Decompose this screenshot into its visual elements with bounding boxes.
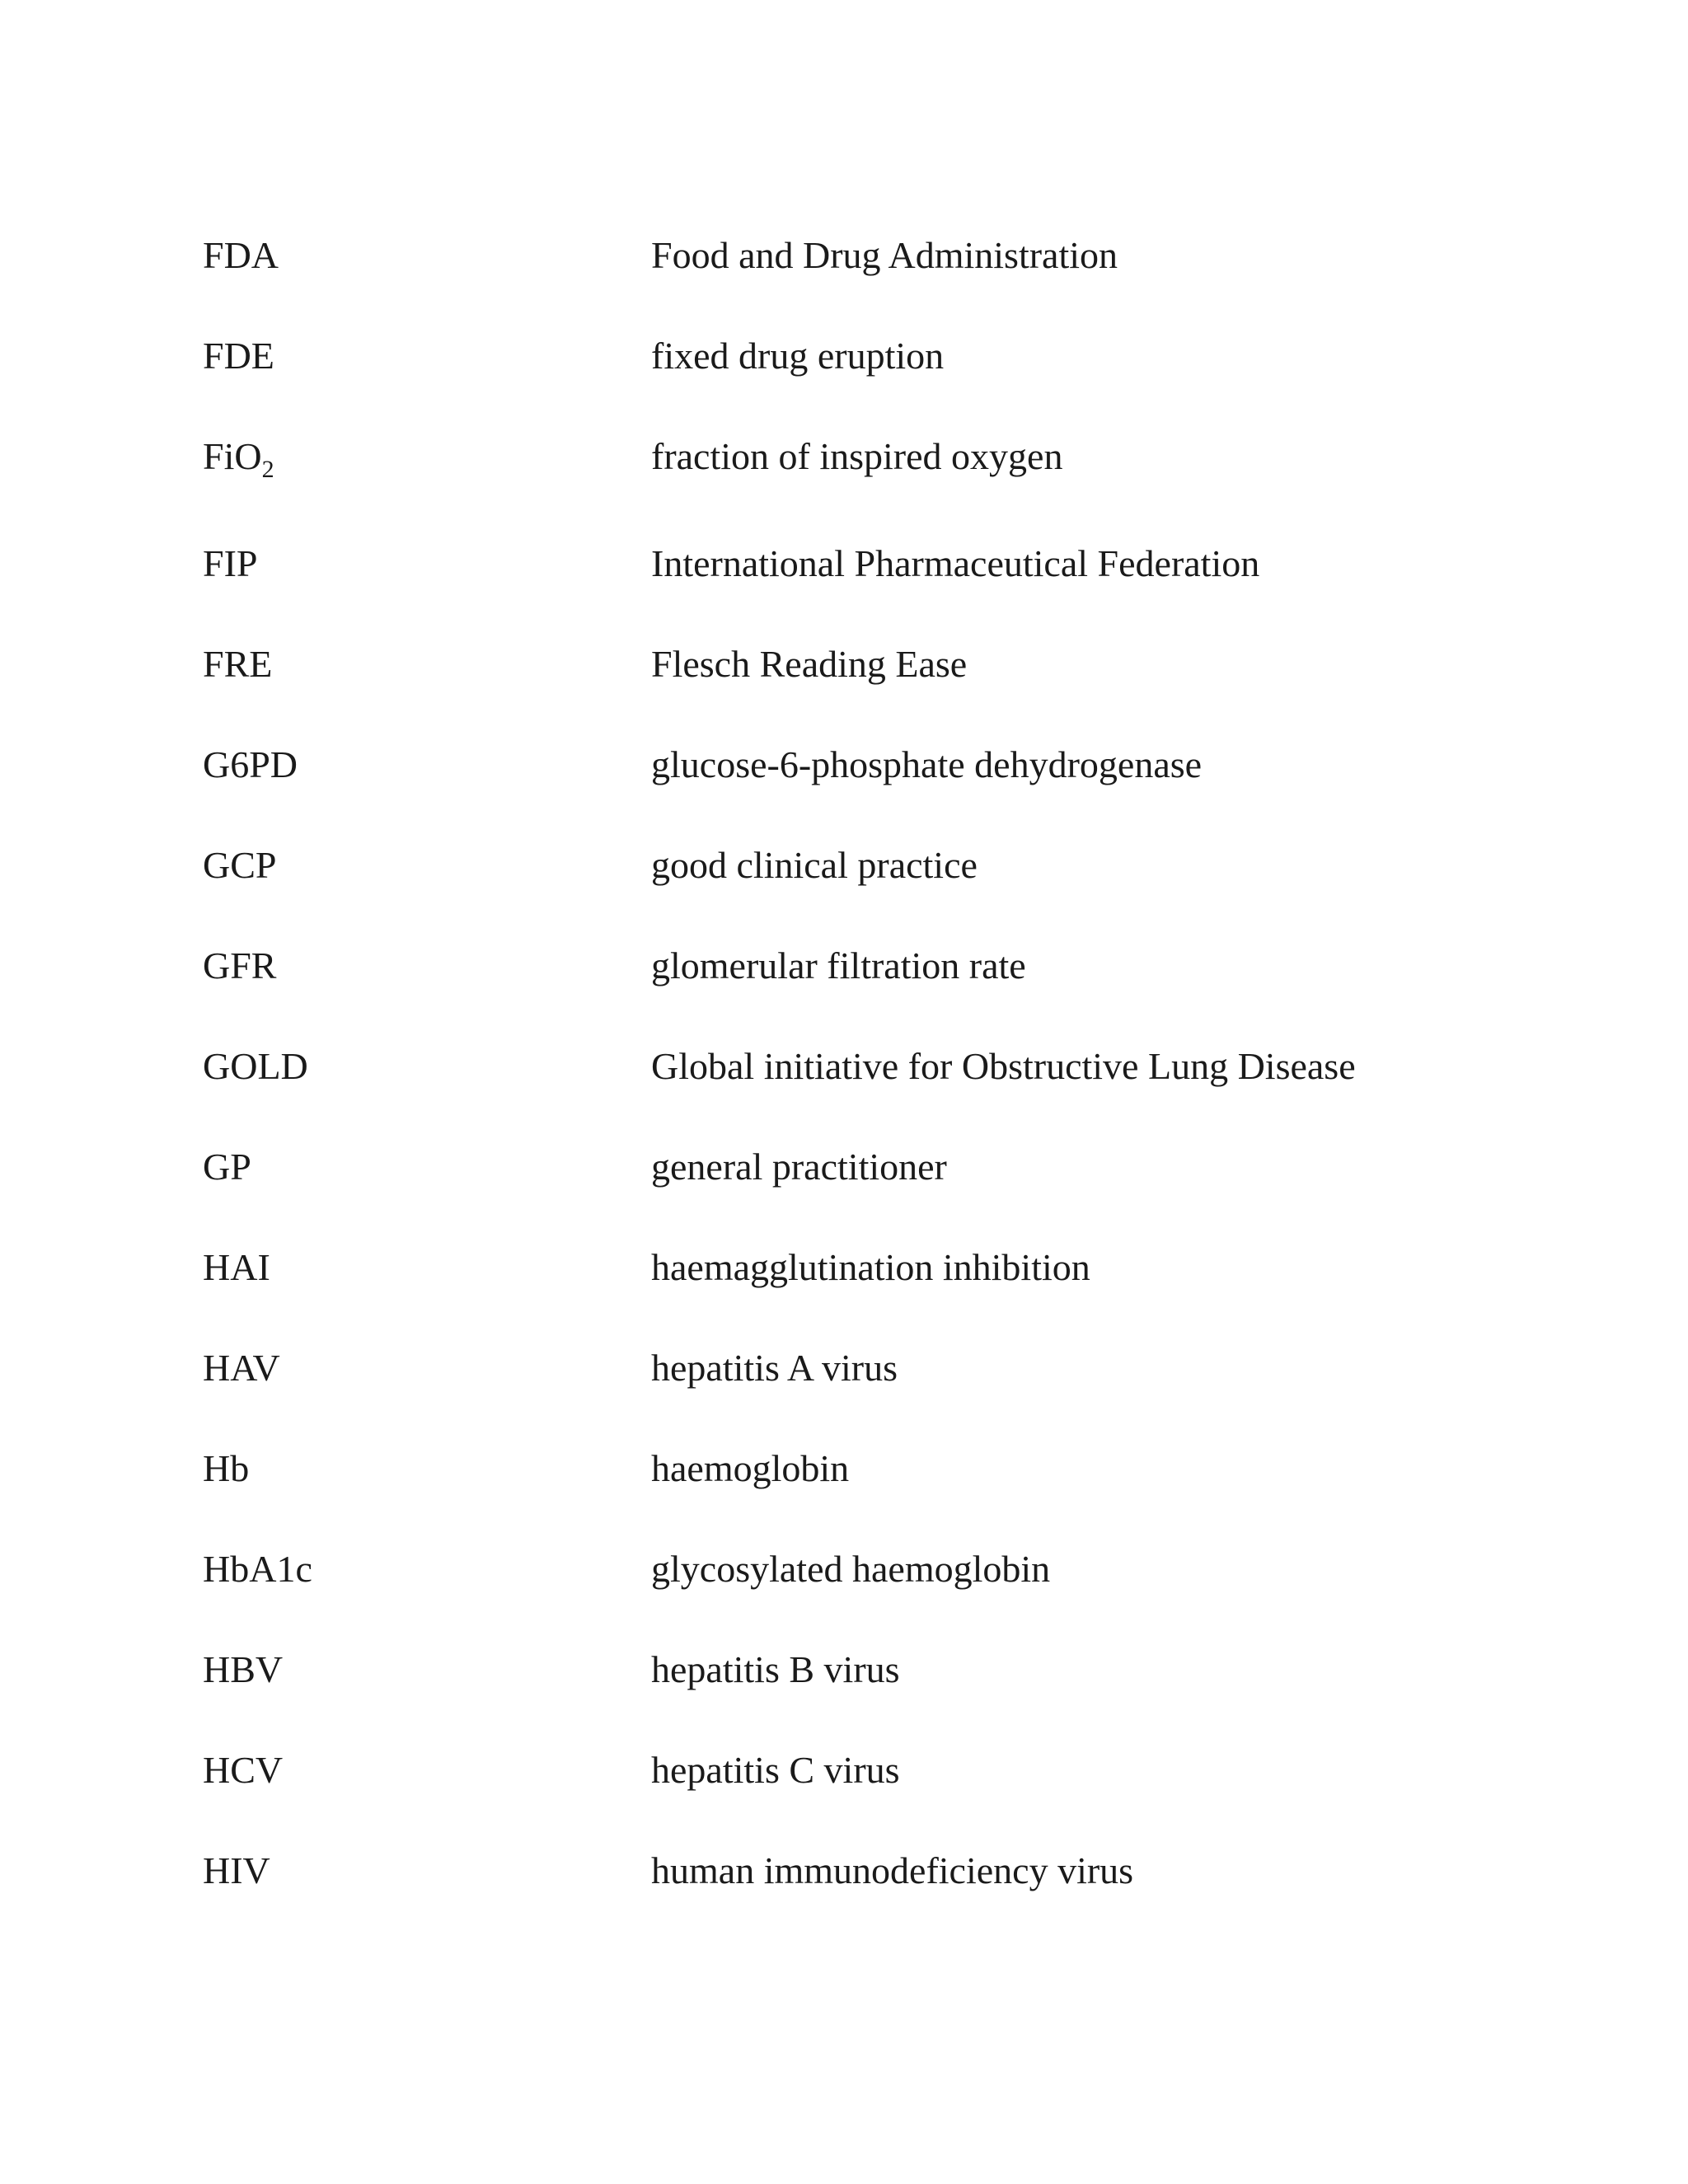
abbreviation-term: HCV bbox=[203, 1749, 284, 1791]
abbreviation-term: HbA1c bbox=[203, 1548, 312, 1590]
abbreviation-definition: hepatitis A virus bbox=[651, 1347, 898, 1389]
abbreviation-row bbox=[203, 740, 1489, 841]
abbreviation-term: FIP bbox=[203, 542, 258, 584]
abbreviation-row bbox=[203, 841, 1489, 941]
abbreviation-definition: haemagglutination inhibition bbox=[651, 1246, 1090, 1288]
abbreviation-definition: glycosylated haemoglobin bbox=[651, 1548, 1051, 1590]
abbreviation-term: FDE bbox=[203, 335, 274, 377]
abbreviation-term: GFR bbox=[203, 944, 277, 987]
abbreviation-term: GOLD bbox=[203, 1045, 308, 1087]
abbreviation-definition: haemoglobin bbox=[651, 1447, 850, 1489]
abbreviation-term: GCP bbox=[203, 844, 277, 886]
abbreviation-row bbox=[203, 640, 1489, 740]
abbreviation-term-base: FiO bbox=[203, 435, 262, 477]
abbreviation-row bbox=[203, 1846, 1489, 1947]
abbreviation-row bbox=[203, 941, 1489, 1042]
abbreviation-row bbox=[203, 1142, 1489, 1243]
abbreviation-definition: hepatitis C virus bbox=[651, 1749, 900, 1791]
abbreviation-list bbox=[203, 231, 1489, 1947]
abbreviation-row bbox=[203, 432, 1489, 539]
abbreviation-term-subscript: 2 bbox=[261, 456, 274, 483]
abbreviation-term: HAI bbox=[203, 1246, 270, 1288]
abbreviation-row bbox=[203, 1343, 1489, 1444]
abbreviation-row bbox=[203, 231, 1489, 331]
abbreviation-definition: human immunodeficiency virus bbox=[651, 1849, 1134, 1891]
abbreviation-row bbox=[203, 539, 1489, 640]
abbreviation-term: HAV bbox=[203, 1347, 280, 1389]
abbreviation-row bbox=[203, 1444, 1489, 1544]
abbreviation-term: HBV bbox=[203, 1648, 284, 1690]
abbreviation-definition: fixed drug eruption bbox=[651, 335, 945, 377]
abbreviation-row bbox=[203, 1746, 1489, 1846]
abbreviation-term: FDA bbox=[203, 234, 279, 276]
abbreviation-term: GP bbox=[203, 1146, 251, 1188]
abbreviation-row bbox=[203, 1042, 1489, 1142]
abbreviation-definition: glucose-6-phosphate dehydrogenase bbox=[651, 743, 1203, 785]
abbreviation-definition: general practitioner bbox=[651, 1146, 947, 1188]
abbreviation-term: FRE bbox=[203, 643, 273, 685]
abbreviation-definition: fraction of inspired oxygen bbox=[651, 435, 1063, 477]
abbreviation-definition: good clinical practice bbox=[651, 844, 978, 886]
abbreviation-term: Hb bbox=[203, 1447, 250, 1489]
abbreviation-definition: Global initiative for Obstructive Lung Disease bbox=[651, 1045, 1356, 1087]
abbreviation-definition: International Pharmaceutical Federation bbox=[651, 542, 1260, 584]
abbreviation-definition: Flesch Reading Ease bbox=[651, 643, 968, 685]
abbreviation-term: G6PD bbox=[203, 743, 298, 785]
abbreviation-row bbox=[203, 331, 1489, 432]
abbreviation-definition: hepatitis B virus bbox=[651, 1648, 900, 1690]
abbreviation-row bbox=[203, 1544, 1489, 1645]
abbreviation-definition: glomerular filtration rate bbox=[651, 944, 1026, 987]
abbreviation-row bbox=[203, 1243, 1489, 1343]
abbreviation-row bbox=[203, 1645, 1489, 1746]
abbreviation-definition: Food and Drug Administration bbox=[651, 234, 1118, 276]
abbreviation-term: HIV bbox=[203, 1849, 270, 1891]
abbreviation-term bbox=[203, 432, 651, 481]
